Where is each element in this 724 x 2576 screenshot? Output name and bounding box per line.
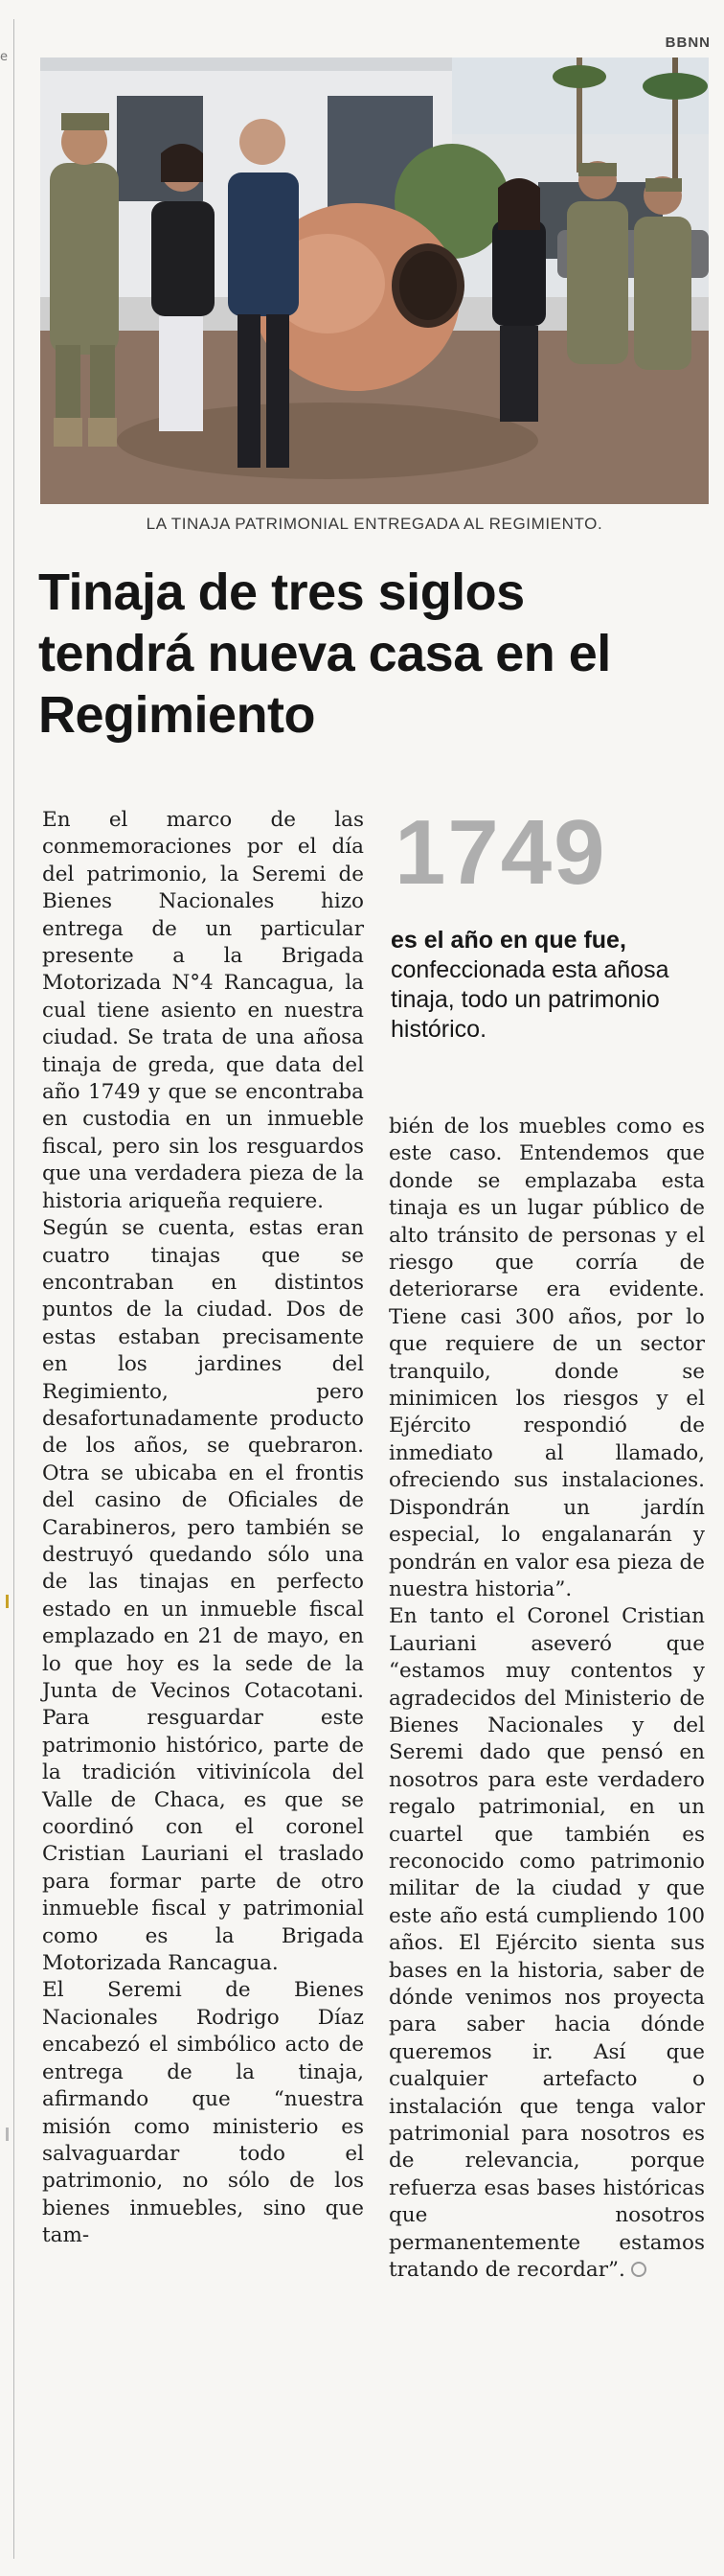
body-paragraph: bién de los muebles como es este caso. Entendemos que donde se emplazaba esta tinaja es un lugar público de alto tránsito de personas y el riesgo que corría de deteriorarse era evidente. Tiene casi 300 años, por lo que requiere de un sector tranquilo, donde se minimicen los riesgos y el Ejército respondió de inmediato al llamado, ofreciendo sus instalaciones. Dispondrán un jardín especial, lo engalanarán y pondrán en valor esa pieza de nuestra historia”. [389,1115,705,1601]
highlight-lead: es el año en que fue, [391,927,626,954]
article-column-2 [389,1114,705,2284]
body-paragraph: En el marco de las conmemoraciones por el día del patrimonio, la Seremi de Bienes Nacionales hizo entrega de un particular presente a la Brigada Motorizada N°4 Rancagua, la cual tiene asiento en nuestra ciudad. Se trata de una añosa tinaja de greda, que data del año 1749 y que se encontraba en custodia en un inmueble fiscal, pero sin los resguardos que una verdadera pieza de la historia ariqueña requiere. [42,808,364,1213]
end-of-article-icon [631,2262,646,2277]
article-column-1 [42,807,364,2250]
body-paragraph-text: En tanto el Coronel Cristian Lauriani aseveró que “estamos muy contentos y agradecidos del Ministerio de Bienes Nacionales y del Seremi dado que pensó en nosotros para este verdadero regalo patrimonial, en un cuartel que también es reconocido como patrimonio militar de la ciudad y que este año está cumpliendo 100 años. El Ejército sienta sus bases en la historia, saber de dónde venimos nos proyecta para saber hacia dónde queremos ir. Así que cualquier artefacto o instalación que tenga valor patrimonial para nosotros es de relevancia, porque refuerza esas bases históricas que nosotros permanentemente estamos tratando de recordar”. [389,1604,705,2283]
section-label: BBNN [665,34,711,51]
body-paragraph [389,1603,705,2284]
highlight-callout [391,926,699,1045]
body-paragraph: Según se cuenta, estas eran cuatro tinajas que se encontraban en distintos puntos de la ciudad. Dos de estas estaban precisamente en los jardines del Regimiento, pero desafortunadamente producto de los años, se quebraron. Otra se ubicaba en el frontis del casino de Oficiales de Carabineros, pero también se destruyó quedando sólo una de las tinajas en perfecto estado en un inmueble fiscal emplazado en 21 de mayo, en lo que hoy es la sede de la Junta de Vecinos Cotacotani. Para resguardar este patrimonio histórico, parte de la tradición vitivinícola del Valle de Chaca, es que se coordinó con el coronel Cristian Lauriani el traslado para formar parte de otro inmueble fiscal y patrimonial como es la Brigada Motorizada Rancagua. [42,1216,364,1976]
adjacent-page-fragment: e [0,50,8,64]
highlight-text: confeccionada esta añosa tinaja, todo un patrimonio histórico. [391,956,669,1043]
adjacent-page-mark [6,1595,9,1608]
adjacent-page-mark [6,2128,9,2141]
photo-caption: LA TINAJA PATRIMONIAL ENTREGADA AL REGIMIENTO. [146,515,603,533]
page-margin-rule [13,19,14,2559]
highlight-number: 1749 [395,801,607,904]
article-headline: Tinaja de tres siglos tendrá nueva casa en el Regimiento [38,564,611,744]
article-photo [40,58,709,504]
body-paragraph: El Seremi de Bienes Nacionales Rodrigo Díaz encabezó el simbólico acto de entrega de la tinaja, afirmando que “nuestra misión como ministerio es salvaguardar todo el patrimonio, no sólo de los bienes inmuebles, sino que tam- [42,1978,364,2248]
